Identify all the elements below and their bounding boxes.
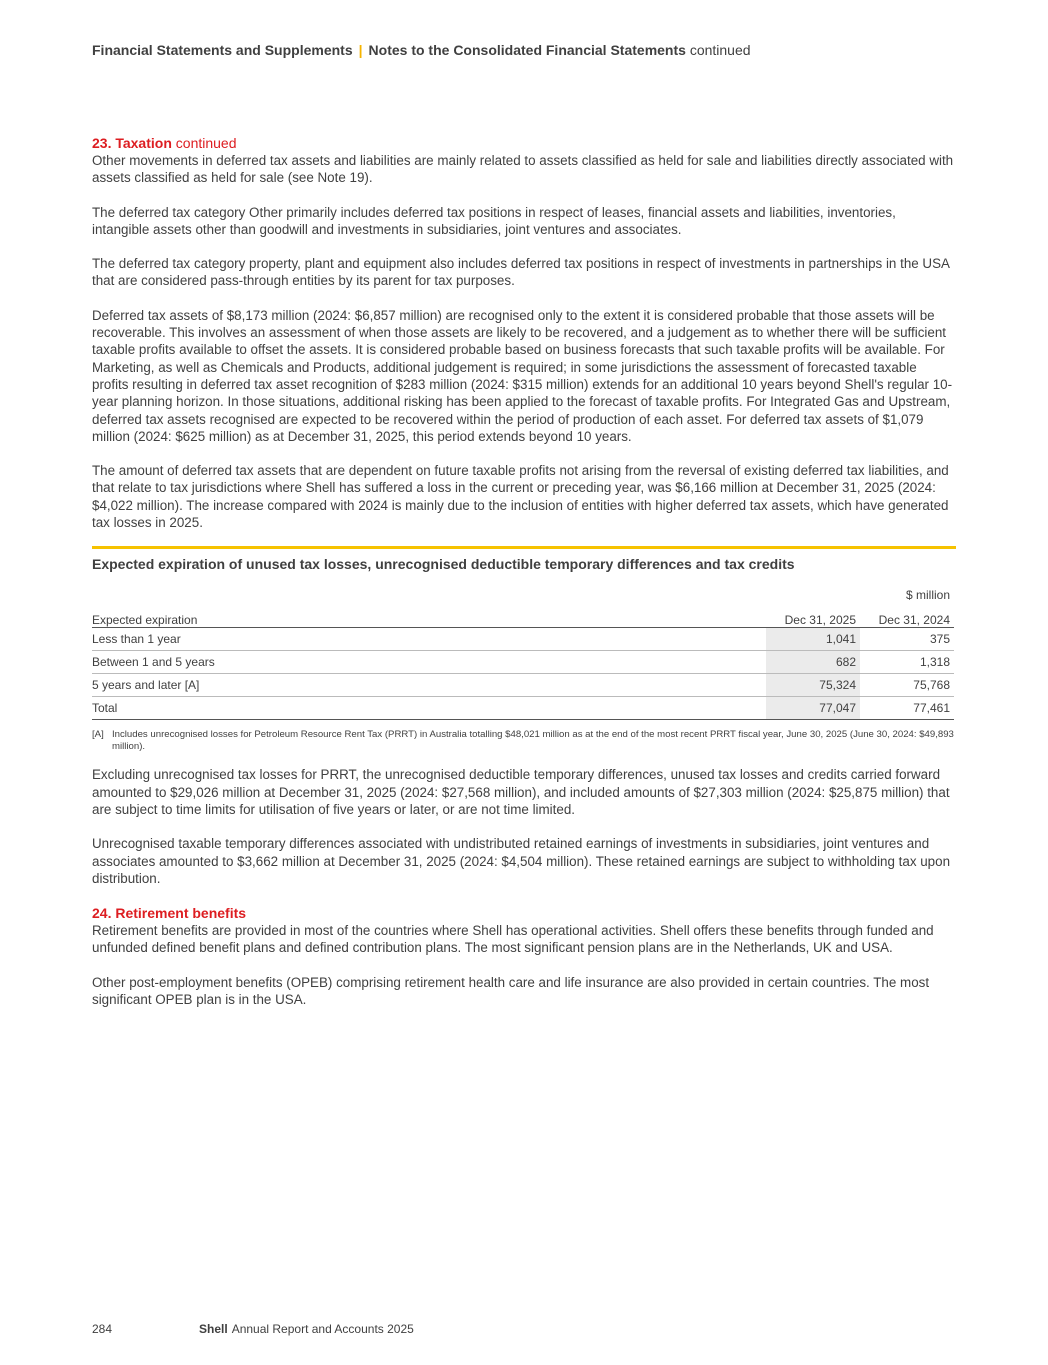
retirement-paragraph: Retirement benefits are provided in most of the countries where Shell has operational activities. Shell offers these benefits through funded and unfunded defined benefit plans and defined contribution plans. The most significant pension plans are in the Netherlands, UK and USA. [92,923,934,956]
page-number: 284 [92,1322,113,1336]
table-row [92,651,954,674]
taxation-paragraph: The amount of deferred tax assets that are dependent on future taxable profits not arising from the reversal of existing deferred tax liabilities, and that relate to tax jurisdictions where Shell has suffered a loss in the current or preceding year, was $6,166 million at December 31, 2025 (2024: $4,022 million). The increase compared with 2024 is mainly due to the inclusion of entities with higher deferred tax assets, which have generated tax losses in 2025. [92,463,949,531]
page-header [92,42,751,58]
main-content [92,134,956,1008]
expiration-table-block [92,546,956,753]
taxation-paragraph: Other movements in deferred tax assets and liabilities are mainly related to assets classified as held for sale and liabilities directly associated with assets classified as held for sale (see Note 19). [92,153,954,186]
header-separator: | [358,42,363,58]
total-value-2024: 77,461 [860,697,954,720]
taxation-paragraph: The deferred tax category property, plant and equipment also includes deferred tax positions in respect of investments in partnerships in the USA that are considered pass-through entities by its parent for tax purposes. [92,256,950,289]
col-header-2025: Dec 31, 2025 [766,605,860,628]
taxation-paragraph: The deferred tax category Other primarily includes deferred tax positions in respect of leases, financial assets and liabilities, inventories, intangible assets other than goodwill and investments in subsidiaries, joint ventures and associates. [92,204,896,237]
footer-report: Annual Report and Accounts 2025 [231,1322,414,1336]
row-value-2024: 375 [860,628,954,651]
row-value-2025: 1,041 [766,628,860,651]
footnote-mark: [A] [92,729,104,741]
table-header-row [92,605,954,628]
row-label: 5 years and later [A] [92,674,766,697]
retirement-heading: 24. Retirement benefits [92,905,247,922]
footer-brand: Shell [199,1322,228,1336]
row-value-2025: 75,324 [766,674,860,697]
row-label: Between 1 and 5 years [92,651,766,674]
taxation-title: 23. Taxation [92,135,172,151]
page-footer [92,1322,414,1336]
unit-label: $ million [905,588,950,603]
header-title: Notes to the Consolidated Financial Statements [368,42,686,58]
taxation-heading [92,134,956,152]
unit-row [92,585,954,605]
col-header-expiration: Expected expiration [92,605,766,628]
col-header-2024: Dec 31, 2024 [860,605,954,628]
body-paragraph: Unrecognised taxable temporary differences associated with undistributed retained earnings of investments in subsidiaries, joint ventures and associates amounted to $3,662 million at December 31, 2025 (2024: $4,504 million). These retained earnings are subject to withholding tax upon distribution. [92,836,951,886]
total-label: Total [92,697,766,720]
row-value-2024: 1,318 [860,651,954,674]
row-label: Less than 1 year [92,628,766,651]
table-row [92,674,954,697]
row-value-2025: 682 [766,651,860,674]
taxation-paragraph: Deferred tax assets of $8,173 million (2024: $6,857 million) are recognised only to the extent it is considered probable that those assets will be recoverable. This involves an assessment of when those assets are likely to be recovered, and a judgement as to whether there will be sufficient taxable profits available to offset the assets. It is considered probable based on business forecasts that such taxable profits will be available. For Marketing, as well as Chemicals and Products, additional judgement is required; in some jurisdictions the assessment of forecasted taxable profits resulting in deferred tax asset recognition of $283 million (2024: $315 million) extends for an additional 10 years beyond Shell's regular 10-year planning horizon. In those situations, additional risking has been applied to the forecast of taxable profits. For Integrated Gas and Upstream, deferred tax assets recognised are expected to be recovered within the period of production of each asset. For deferred tax assets of $1,079 million (2024: $625 million) as at December 31, 2025, this period extends beyond 10 years. [92,307,953,444]
expiration-table [92,585,954,720]
row-value-2024: 75,768 [860,674,954,697]
table-row [92,628,954,651]
taxation-continued: continued [175,135,237,151]
expiration-table-title: Expected expiration of unused tax losses, unrecognised deductible temporary differences and tax credits [92,556,795,573]
retirement-paragraph: Other post-employment benefits (OPEB) comprising retirement health care and life insurance are also provided in certain countries. The most significant OPEB plan is in the USA. [92,974,930,1008]
body-paragraph: Excluding unrecognised tax losses for PRRT, the unrecognised deductible temporary differences, unused tax losses and credits carried forward amounted to $29,026 million at December 31, 2025 (2024: $27,568 million), and included amounts of $27,303 million (2024: $25,875 million) that are subject to time limits for utilisation of five years or later, or are not time limited. [92,767,950,817]
total-value-2025: 77,047 [766,697,860,720]
table-total-row [92,697,954,720]
header-continued: continued [689,42,751,58]
footnote-text: Includes unrecognised losses for Petroleum Resource Rent Tax (PRRT) in Australia totalling $48,021 million as at the end of the most recent PRRT fiscal year, June 30, 2025 (June 30, 2024: $49,893 million). [112,729,954,753]
table-footnote [92,729,956,753]
header-section: Financial Statements and Supplements [92,42,353,58]
